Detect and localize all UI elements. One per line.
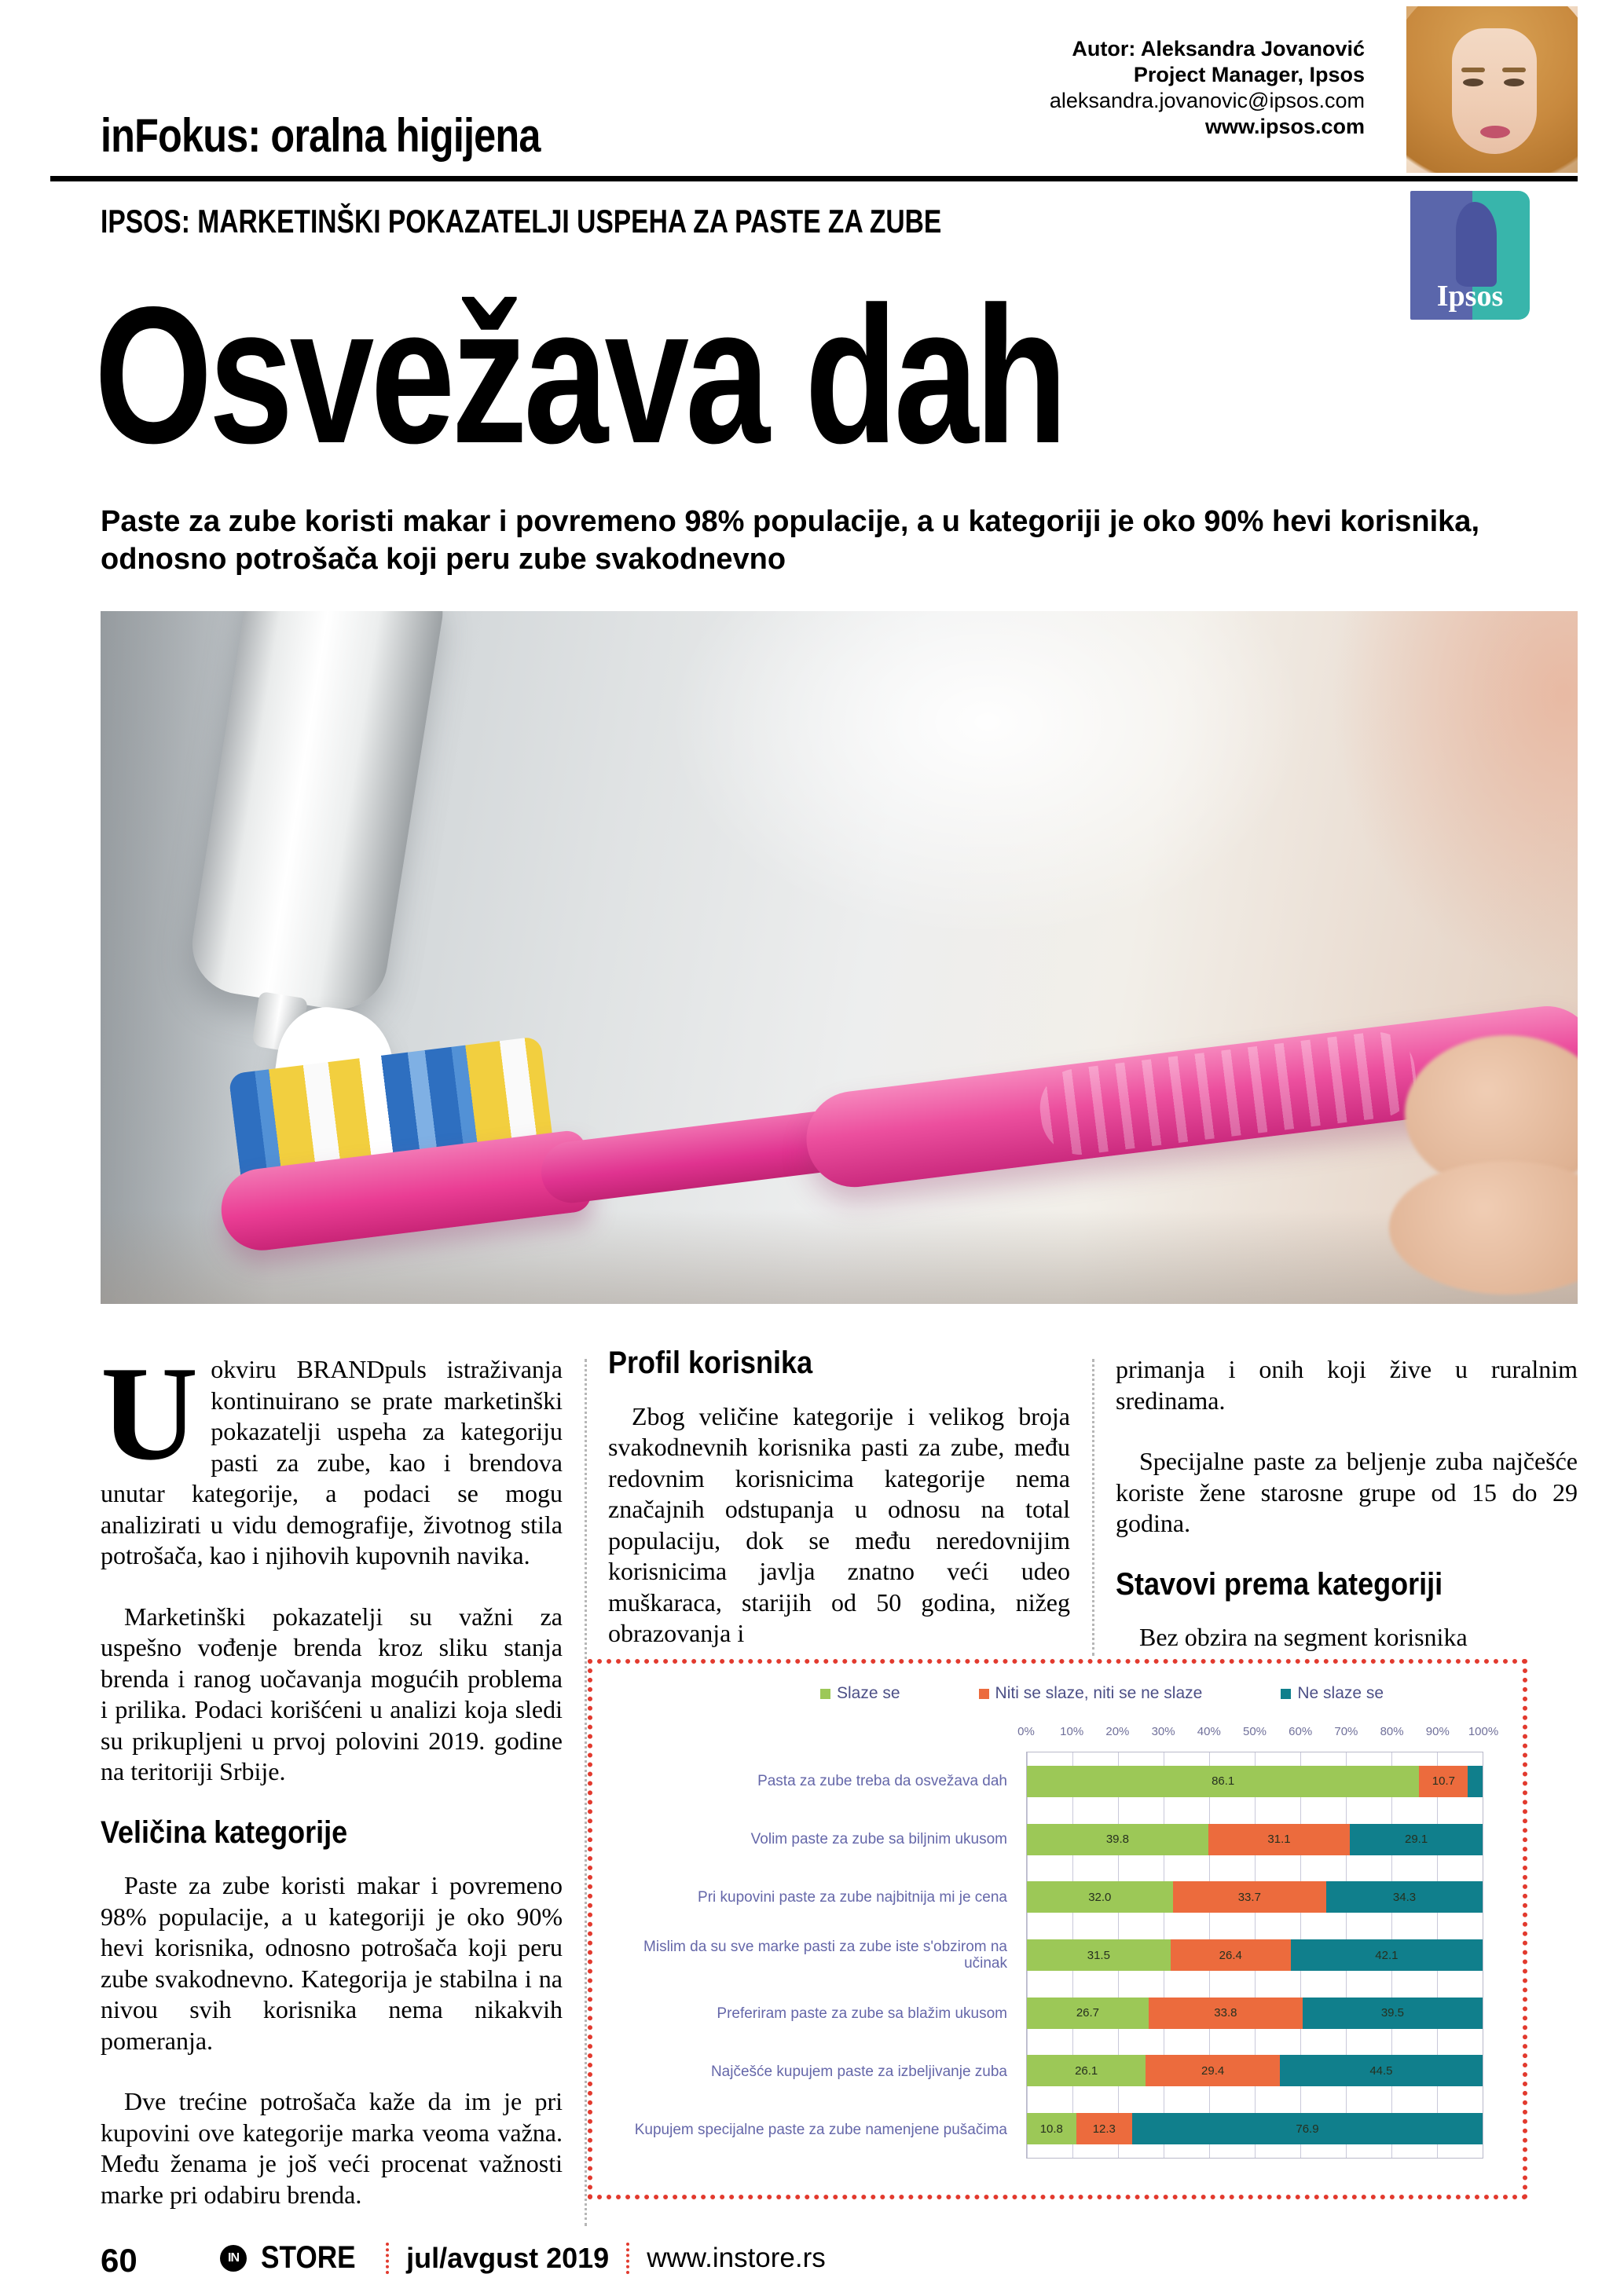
author-photo: [1406, 6, 1578, 173]
bar-segment: 33.8: [1149, 1998, 1303, 2029]
legend-swatch-icon: [979, 1689, 989, 1699]
bar-segment: 31.1: [1208, 1824, 1350, 1855]
author-email: aleksandra.jovanovic@ipsos.com: [1049, 89, 1365, 112]
subheading-velicina-kategorije: Veličina kategorije: [101, 1814, 348, 1850]
page-footer: [0, 2240, 1624, 2283]
issue-date: jul/avgust 2019: [406, 2241, 610, 2274]
author-photo-brow: [1502, 68, 1526, 72]
footer-website: www.instore.rs: [647, 2242, 826, 2273]
chart-row-label: Pasta za zube treba da osvežava dah: [757, 1772, 1007, 1789]
chart-row: [1027, 1811, 1483, 1869]
chart-x-axis: [1017, 1725, 1499, 1742]
bar-segment: 33.7: [1173, 1881, 1326, 1913]
chart-category-labels: [608, 1752, 1017, 2159]
chart-row: [1027, 1926, 1483, 1984]
attitudes-chart: [588, 1659, 1527, 2199]
chart-legend: [820, 1684, 1384, 1703]
bar-segment: 86.1: [1027, 1766, 1419, 1797]
axis-tick-label: 40%: [1197, 1725, 1221, 1738]
axis-tick-label: 10%: [1060, 1725, 1084, 1738]
legend-swatch-icon: [1281, 1689, 1291, 1699]
footer-logo-row: [220, 2240, 826, 2276]
column-separator: [1092, 1359, 1094, 1656]
chart-row: [1027, 2042, 1483, 2100]
bar-segment: 31.5: [1027, 1939, 1171, 1971]
chart-row: [1027, 1868, 1483, 1926]
subheading-profil-korisnika: Profil korisnika: [608, 1346, 813, 1380]
bar-segment: 26.1: [1027, 2055, 1146, 2086]
author-website: www.ipsos.com: [1204, 115, 1365, 138]
hero-image: [101, 611, 1578, 1304]
axis-tick-label: 30%: [1151, 1725, 1175, 1738]
paragraph: Paste za zube koristi makar i povremeno 98% populacije, a u kategoriji je oko 90% hevi korisnika, odnosno potrošača koji peru zube svakodnevno. Kategorija je stabilna i na nivou svih korisnika nema nikakvih pomeranja.: [101, 1871, 563, 2055]
bar-segment: 26.4: [1171, 1939, 1291, 1971]
page-number: 60: [101, 2242, 137, 2279]
chart-row: [1027, 1752, 1483, 1811]
axis-tick-label: 60%: [1289, 1725, 1313, 1738]
paragraph: Bez obzira na segment korisnika: [1139, 1623, 1468, 1651]
section-label: inFokus: oralna higijena: [101, 109, 541, 162]
bar-segment: 12.3: [1076, 2113, 1132, 2144]
chart-plot-area: [1026, 1752, 1483, 2159]
bar-segment: 32.0: [1027, 1881, 1173, 1913]
stacked-bar: [1027, 1766, 1483, 1797]
author-name: Autor: Aleksandra Jovanović: [1072, 37, 1365, 60]
footer-separator: [626, 2243, 629, 2274]
chart-row-label: Pri kupovini paste za zube najbitnija mi je cena: [698, 1888, 1007, 1906]
ipsos-logo-text: Ipsos: [1436, 280, 1504, 313]
chart-row-label: Preferiram paste za zube sa blažim ukusom: [717, 2005, 1007, 2022]
article-column-3: [1116, 1354, 1578, 1683]
axis-tick-label: 90%: [1425, 1725, 1450, 1738]
bar-segment: 34.3: [1326, 1881, 1483, 1913]
kicker: IPSOS: MARKETINŠKI POKAZATELJI USPEHA ZA PASTE ZA ZUBE: [101, 203, 942, 240]
subheading-stavovi-prema-kategoriji: Stavovi prema kategoriji: [1116, 1566, 1443, 1602]
article-column-2: [608, 1346, 1070, 1679]
dropcap: U: [101, 1339, 199, 1489]
stacked-bar: [1027, 1998, 1483, 2029]
paragraph: primanja i onih koji žive u ruralnim sredinama.: [1116, 1355, 1578, 1415]
legend-item: [820, 1684, 900, 1703]
chart-row-label: Mislim da su sve marke pasti za zube iste s'obzirom na učinak: [643, 1939, 1007, 1972]
paragraph: Specijalne paste za beljenje zuba najčešće koriste žene starosne grupe od 15 do 29 godina.: [1116, 1447, 1578, 1537]
author-photo-eye: [1463, 79, 1483, 86]
header-rule: [50, 176, 1578, 181]
bar-segment: 39.8: [1027, 1824, 1208, 1855]
standfirst: Paste za zube koristi makar i povremeno 98% populacije, a u kategoriji je oko 90% hevi korisnika, odnosno potrošača koji peru zube svakodnevno: [101, 505, 1479, 576]
ipsos-logo: [1410, 191, 1530, 320]
chart-row: [1027, 1984, 1483, 2042]
axis-tick-label: 20%: [1105, 1725, 1130, 1738]
legend-item: [1281, 1684, 1384, 1703]
axis-tick-label: 70%: [1334, 1725, 1358, 1738]
paragraph: Dve trećine potrošača kaže da im je pri kupovini ove kategorije marka veoma važna. Među ženama je još veći procenat važnosti marke pri odabiru brenda.: [101, 2087, 563, 2209]
paragraph: Marketinški pokazatelji su važni za uspešno vođenje brenda kroz sliku stanja brenda i ranog uočavanja mogućih problema i prilika. Podaci korišćeni u analizi koja sledi su prikupljeni u prvoj polovini 2019. godine na teritoriji Srbije.: [101, 1602, 563, 1785]
bar-segment: 76.9: [1132, 2113, 1483, 2144]
author-photo-brow: [1461, 68, 1485, 72]
bar-segment: 26.7: [1027, 1998, 1149, 2029]
legend-label: Ne slaze se: [1297, 1684, 1384, 1702]
bar-segment: 10.7: [1419, 1766, 1468, 1797]
author-photo-eye: [1504, 79, 1524, 86]
bar-segment: [1468, 1766, 1483, 1797]
axis-tick-label: 80%: [1380, 1725, 1404, 1738]
stacked-bar: [1027, 1824, 1483, 1855]
bar-segment: 44.5: [1280, 2055, 1483, 2086]
axis-tick-label: 50%: [1242, 1725, 1267, 1738]
legend-label: Niti se slaze, niti se ne slaze: [995, 1684, 1203, 1702]
ipsos-logo-face-icon: [1456, 202, 1497, 287]
legend-item: [979, 1684, 1203, 1703]
bar-segment: 42.1: [1291, 1939, 1483, 1971]
chart-row-label: Kupujem specijalne paste za zube namenjene pušačima: [634, 2121, 1007, 2138]
axis-tick-label: 100%: [1468, 1725, 1499, 1738]
chart-row-label: Najčešće kupujem paste za izbeljivanje zuba: [710, 2063, 1007, 2080]
article-column-1: [101, 1339, 563, 2240]
chart-row: [1027, 2100, 1483, 2158]
stacked-bar: [1027, 2113, 1483, 2144]
stacked-bar: [1027, 1881, 1483, 1913]
page-title: Osvežava dah: [94, 265, 1065, 484]
bar-segment: 29.1: [1350, 1824, 1483, 1855]
bar-segment: 39.5: [1303, 1998, 1483, 2029]
footer-separator: [386, 2243, 389, 2274]
instore-in-icon: IN: [220, 2245, 247, 2272]
column-separator: [585, 1359, 587, 2226]
paragraph: [101, 1339, 563, 1572]
bar-segment: 29.4: [1146, 2055, 1280, 2086]
stacked-bar: [1027, 2055, 1483, 2086]
paragraph-text: okviru BRANDpuls istraživanja kontinuirano se prate marketinški pokazatelji uspeha za kategoriju pasti za zube, kao i brendova unutar kategorije, a podaci se mogu analizirati u vidu demografije, životnog stila potrošača, kao i njihovih kupovnih navika.: [101, 1355, 563, 1569]
chart-row-label: Volim paste za zube sa biljnim ukusom: [750, 1830, 1007, 1847]
instore-store-text: STORE: [261, 2240, 356, 2275]
bar-segment: 10.8: [1027, 2113, 1076, 2144]
stacked-bar: [1027, 1939, 1483, 1971]
legend-swatch-icon: [820, 1689, 830, 1699]
legend-label: Slaze se: [837, 1684, 900, 1702]
paragraph: Zbog veličine kategorije i velikog broja svakodnevnih korisnika pasti za zube, među redovnim korisnicima kategorije nema značajnih odstupanja u odnosu na total populaciju, dok se među neredovnijim korisnicima javlja znatno veći udeo muškaraca, starijih od 50 godina, nižeg obrazovanja i: [608, 1401, 1070, 1647]
author-photo-lips: [1480, 126, 1510, 138]
author-role: Project Manager, Ipsos: [1133, 63, 1365, 86]
axis-tick-label: 0%: [1017, 1725, 1035, 1738]
author-block: [1050, 36, 1365, 140]
